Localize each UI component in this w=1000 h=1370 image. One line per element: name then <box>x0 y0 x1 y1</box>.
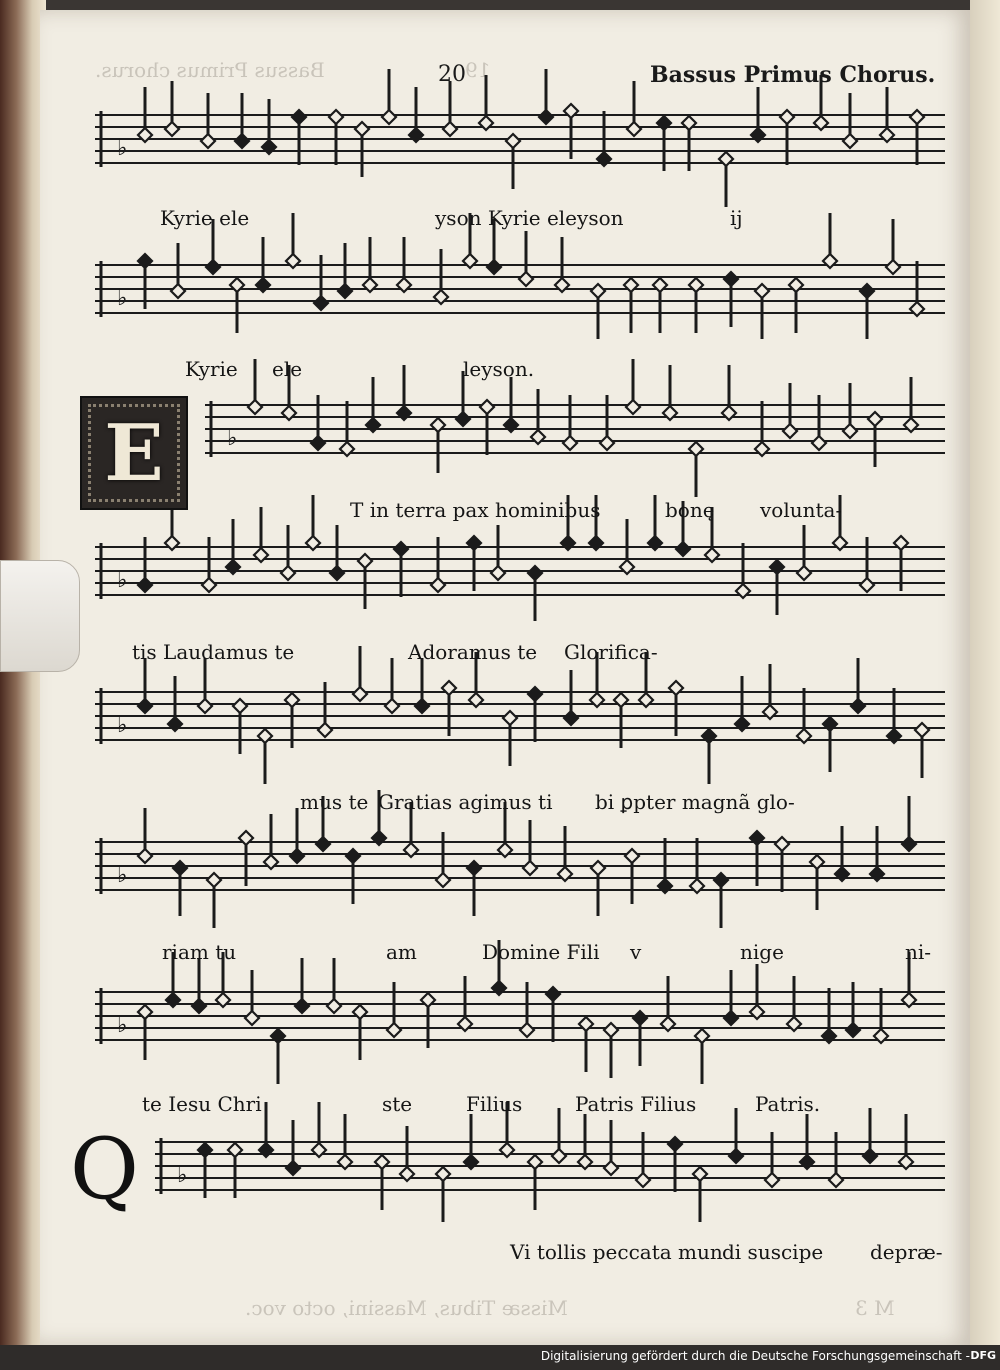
note-head <box>886 260 900 274</box>
note-head <box>729 1149 743 1163</box>
lyric-line-3a: T in terra pax hominibus <box>350 498 601 522</box>
note-head <box>165 122 179 136</box>
bleed-through-signature: M 3 <box>855 1296 895 1320</box>
note-head <box>173 861 187 875</box>
initial-letter-e: E <box>104 407 164 499</box>
lyric-line-6a: riam tu <box>162 940 237 964</box>
note-head <box>546 987 560 1001</box>
note-head <box>528 566 542 580</box>
note-head <box>245 1011 259 1025</box>
note-head <box>523 861 537 875</box>
lyric-line-5c: bi ꝑpter magnã glo- <box>595 790 795 814</box>
note-head <box>636 1173 650 1187</box>
note-head <box>198 699 212 713</box>
note-head <box>436 873 450 887</box>
lyric-line-1c: ij <box>730 206 743 230</box>
lyric-line-2c: leyson. <box>463 357 535 381</box>
note-head <box>724 272 738 286</box>
note-head <box>206 260 220 274</box>
decorated-initial-e <box>80 396 188 510</box>
note-head <box>520 1023 534 1037</box>
note-head <box>915 723 929 737</box>
note-head <box>443 122 457 136</box>
key-signature-flat: ♭ <box>117 1013 128 1038</box>
note-head <box>480 400 494 414</box>
note-head <box>506 134 520 148</box>
initial-letter-q: Q <box>70 1120 139 1218</box>
key-signature-flat: ♭ <box>117 568 128 593</box>
page-number: 20 <box>438 62 466 87</box>
note-head <box>591 861 605 875</box>
lyric-line-4b: Adoramus te <box>408 640 538 664</box>
note-head <box>394 542 408 556</box>
note-head <box>358 554 372 568</box>
note-head <box>316 837 330 851</box>
note-head <box>783 424 797 438</box>
note-head <box>353 687 367 701</box>
lyric-line-8c: depræ- <box>870 1240 943 1264</box>
lyric-line-4c: Glorifica- <box>564 640 658 664</box>
note-head <box>714 873 728 887</box>
note-head <box>286 1161 300 1175</box>
note-head <box>552 1149 566 1163</box>
note-head <box>318 723 332 737</box>
note-head <box>676 542 690 556</box>
lyric-line-6e: nige <box>740 940 784 964</box>
lyric-line-1a: Kyrie ele <box>160 206 250 230</box>
note-head <box>843 134 857 148</box>
key-signature-flat: ♭ <box>117 863 128 888</box>
note-head <box>295 999 309 1013</box>
note-head <box>329 110 343 124</box>
note-head <box>138 578 152 592</box>
note-head <box>248 400 262 414</box>
note-head <box>846 1023 860 1037</box>
note-head <box>346 849 360 863</box>
note-head <box>467 861 481 875</box>
note-head <box>829 1173 843 1187</box>
note-head <box>330 566 344 580</box>
note-head <box>491 566 505 580</box>
lyric-line-3b: bonę <box>665 498 715 522</box>
note-head <box>563 436 577 450</box>
note-head <box>235 134 249 148</box>
note-head <box>868 412 882 426</box>
note-head <box>171 284 185 298</box>
bleed-through-page-number: 19 <box>465 58 491 82</box>
key-signature-flat: ♭ <box>117 286 128 311</box>
note-head <box>765 1173 779 1187</box>
lyric-line-4a: tis Laudamus te <box>132 640 295 664</box>
note-head <box>775 837 789 851</box>
part-title: Bassus Primus Chorus. <box>650 62 936 88</box>
lyric-line-2b: ele <box>272 357 303 381</box>
note-head <box>604 1023 618 1037</box>
note-head <box>138 849 152 863</box>
note-head <box>456 412 470 426</box>
note-head <box>382 110 396 124</box>
note-head <box>863 1149 877 1163</box>
lyric-line-1b: yson Kyrie eleyson <box>435 206 624 230</box>
note-head <box>281 566 295 580</box>
note-head <box>192 999 206 1013</box>
key-signature-flat: ♭ <box>177 1163 188 1188</box>
note-head <box>851 699 865 713</box>
note-head <box>564 711 578 725</box>
note-head <box>812 436 826 450</box>
note-head <box>385 699 399 713</box>
note-head <box>431 578 445 592</box>
key-signature-flat: ♭ <box>117 713 128 738</box>
dfg-logo: DFG <box>970 1349 996 1362</box>
lyric-line-2a: Kyrie <box>185 357 238 381</box>
note-head <box>233 699 247 713</box>
note-head <box>780 110 794 124</box>
note-head <box>843 424 857 438</box>
lyric-line-3c: volunta- <box>760 498 843 522</box>
note-head <box>355 122 369 136</box>
lyric-line-6d: v <box>630 940 642 964</box>
note-head <box>138 699 152 713</box>
note-head <box>503 711 517 725</box>
note-head <box>902 837 916 851</box>
note-head <box>311 436 325 450</box>
key-signature-flat: ♭ <box>227 426 238 451</box>
note-head <box>327 999 341 1013</box>
lyric-line-6f: ni- <box>905 940 932 964</box>
note-head <box>387 1023 401 1037</box>
note-head <box>290 849 304 863</box>
note-head <box>668 1137 682 1151</box>
lyric-line-8a: Vi tollis peccata mun <box>510 1240 723 1264</box>
note-head <box>528 687 542 701</box>
key-signature-flat: ♭ <box>117 136 128 161</box>
lyric-line-7e: Patris. <box>755 1092 821 1116</box>
note-head <box>202 578 216 592</box>
note-head <box>604 1161 618 1175</box>
lyric-line-5a: mus te <box>300 790 369 814</box>
lyric-line-6c: Domine Fili <box>482 940 600 964</box>
note-head <box>487 260 501 274</box>
lyric-line-6b: am <box>386 940 417 964</box>
note-head <box>600 436 614 450</box>
lyric-line-7c: Filius <box>466 1092 523 1116</box>
note-head <box>860 284 874 298</box>
lyric-line-7a: te Iesu Chri <box>142 1092 262 1116</box>
lyric-line-7b: ste <box>382 1092 413 1116</box>
note-head <box>633 1011 647 1025</box>
note-head <box>724 1011 738 1025</box>
note-head <box>292 110 306 124</box>
note-head <box>627 122 641 136</box>
note-head <box>519 272 533 286</box>
footer-bar <box>0 1345 1000 1370</box>
note-head <box>626 400 640 414</box>
note-head <box>201 134 215 148</box>
funding-credit: Digitalisierung gefördert durch die Deutsche Forschungsgemeinschaft - <box>540 1349 970 1363</box>
note-head <box>207 873 221 887</box>
bleed-through-footer: Missæ Tibus, Massini, octo voc. <box>245 1296 568 1320</box>
bleed-through-title: Bassus Primus chorus. <box>95 58 325 82</box>
lyric-line-5b: Gratias agimus ti <box>378 790 553 814</box>
note-head <box>314 296 328 310</box>
lyric-line-8b: di suscipe <box>722 1240 824 1264</box>
note-head <box>860 578 874 592</box>
note-head <box>910 110 924 124</box>
note-head <box>539 110 553 124</box>
note-head <box>338 284 352 298</box>
note-head <box>591 284 605 298</box>
note-head <box>797 566 811 580</box>
note-head <box>625 849 639 863</box>
note-head <box>415 699 429 713</box>
lyric-line-7d: Patris Filius <box>575 1092 697 1116</box>
note-head <box>755 284 769 298</box>
